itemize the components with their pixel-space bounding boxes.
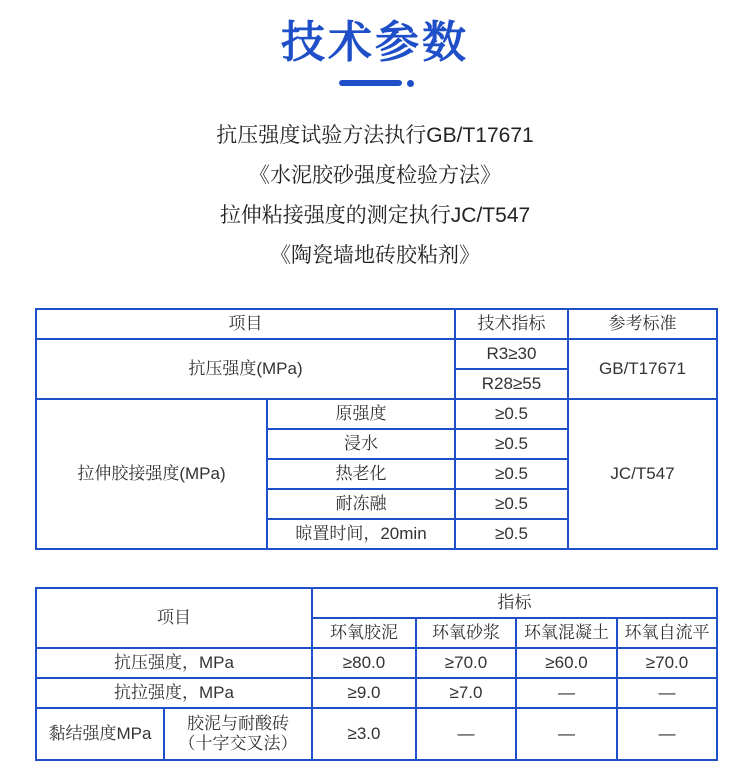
table-row [36,648,717,678]
tensile-value: ≥0.5 [455,519,568,549]
compressive-r3: R3≥30 [455,339,568,369]
table-header-row [36,588,717,618]
intro-line-4: 《陶瓷墙地砖胶粘剂》 [270,244,480,267]
header-index: 技术指标 [455,309,568,339]
column-header: 环氧混凝土 [516,618,617,648]
tensile-condition: 浸水 [267,429,455,459]
table-cell: — [516,678,617,708]
table-cell: — [516,708,617,760]
table-header-row [36,309,717,339]
table-cell: ≥7.0 [416,678,516,708]
bond-label: 黏结强度MPa [36,708,164,760]
header-item: 项目 [36,588,312,648]
bond-sub-line-2: （十字交叉法） [178,734,298,753]
tensile-value: ≥0.5 [455,399,568,429]
table-row [36,678,717,708]
table-cell: ≥80.0 [312,648,416,678]
table-cell: ≥60.0 [516,648,617,678]
compressive-r28: R28≥55 [455,369,568,399]
compressive-standard: GB/T17671 [568,339,717,399]
column-header: 环氧自流平 [617,618,717,648]
tensile-condition: 原强度 [267,399,455,429]
tensile-value: ≥0.5 [455,459,568,489]
intro-line-1: 抗压强度试验方法执行GB/T17671 [216,124,534,147]
bond-sub-label [164,708,312,760]
table-cell: ≥9.0 [312,678,416,708]
header-item: 项目 [36,309,455,339]
table-cell: ≥3.0 [312,708,416,760]
header-standard: 参考标准 [568,309,717,339]
title-underline-dot [407,80,414,87]
epoxy-index-table [35,587,718,761]
tensile-condition: 晾置时间，20min [267,519,455,549]
compressive-label: 抗压强度(MPa) [36,339,455,399]
table-cell: — [617,678,717,708]
bond-sub-line-1: 胶泥与耐酸砖 [187,714,289,734]
table-row [36,339,717,369]
table-cell: — [416,708,516,760]
table-row [36,399,717,429]
row-label: 抗拉强度，MPa [36,678,312,708]
intro-line-3: 拉伸粘接强度的测定执行JC/T547 [219,204,531,227]
tensile-standard: JC/T547 [568,399,717,549]
tensile-condition: 耐冻融 [267,489,455,519]
tensile-label: 拉伸胶接强度(MPa) [36,399,267,549]
tensile-value: ≥0.5 [455,489,568,519]
intro-line-2: 《水泥胶砂强度检验方法》 [249,164,501,187]
tensile-value: ≥0.5 [455,429,568,459]
header-index: 指标 [312,588,717,618]
table-cell: ≥70.0 [617,648,717,678]
row-label: 抗压强度，MPa [36,648,312,678]
table-cell: ≥70.0 [416,648,516,678]
tensile-condition: 热老化 [267,459,455,489]
table-cell: — [617,708,717,760]
column-header: 环氧胶泥 [312,618,416,648]
table-row [36,708,717,760]
technical-parameters-table [35,308,718,550]
column-header: 环氧砂浆 [416,618,516,648]
page-title: 技术参数 [281,18,469,67]
title-underline-bar [339,80,402,86]
